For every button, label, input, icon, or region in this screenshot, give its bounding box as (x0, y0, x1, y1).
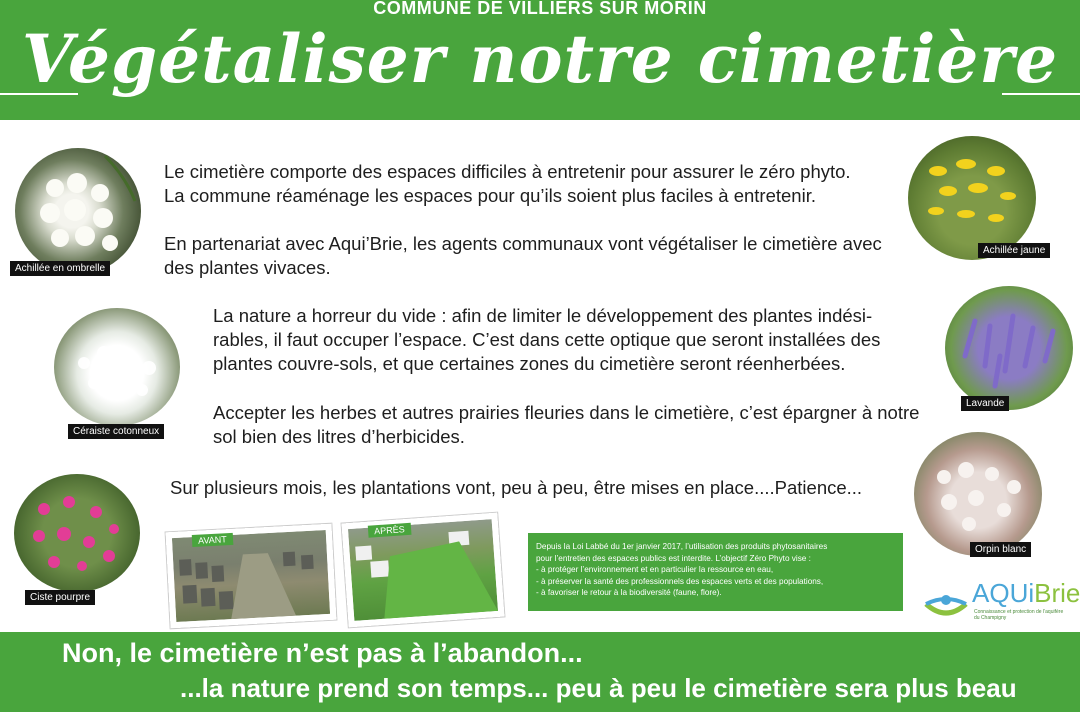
aquibrie-logo (920, 578, 1080, 628)
plant-orpin (912, 432, 1042, 560)
paragraph-3-line-2: rables, il faut occuper l’espace. C’est dans cette optique que seront installées des (213, 329, 881, 350)
achillee-ombrelle-photo (15, 148, 141, 274)
aquibrie-wordmark (972, 578, 1080, 609)
law-line-5: - à favoriser le retour à la biodiversité (faune, flore). (536, 588, 722, 597)
header-banner (0, 0, 1080, 120)
paragraph-3-line-1: La nature a horreur du vide : afin de limiter le développement des plantes indési- (213, 305, 873, 326)
ciste-photo (14, 474, 140, 592)
law-line-1: Depuis la Loi Labbé du 1er janvier 2017, l’utilisation des produits phytosanitaires (536, 542, 828, 551)
page-title: Végétaliser notre cimetière (21, 20, 1059, 98)
paragraph-2-line-1: En partenariat avec Aqui’Brie, les agents communaux vont végétaliser le cimetière avec (164, 233, 882, 254)
aquibrie-drop-icon (922, 582, 970, 626)
law-line-4: - à préserver la santé des professionnels des espaces verts et des populations, (536, 576, 824, 586)
ceraiste-photo (54, 308, 180, 426)
commune-name: COMMUNE DE VILLIERS SUR MORIN (373, 0, 707, 18)
paragraph-1-line-1: Le cimetière comporte des espaces difficiles à entretenir pour assurer le zéro phyto. (164, 161, 851, 182)
after-tag: APRÈS (368, 523, 411, 538)
aquibrie-name-b: Brie (1034, 578, 1080, 608)
plant-lavande (945, 286, 1075, 412)
plant-achillee-ombrelle (10, 148, 140, 280)
footer-line-1: Non, le cimetière n’est pas à l’abandon... (62, 638, 583, 668)
paragraph-4-line-2: sol bien des litres d’herbicides. (213, 426, 465, 447)
photo-before (166, 524, 337, 629)
footer-line-2: ...la nature prend son temps... peu à peu le cimetière sera plus beau (180, 673, 1017, 703)
plant-achillee-jaune (906, 136, 1056, 262)
law-info-box (528, 533, 903, 611)
paragraph-2 (164, 232, 882, 280)
ceraiste-label: Céraiste cotonneux (68, 424, 164, 439)
achillee-jaune-label: Achillée jaune (978, 243, 1050, 258)
lavande-label: Lavande (961, 396, 1009, 411)
aquibrie-tagline: Connaissance et protection de l’aquifère du Champigny (974, 609, 1064, 621)
ciste-label: Ciste pourpre (25, 590, 95, 605)
paragraph-5: Sur plusieurs mois, les plantations vont, peu à peu, être mises en place....Patience... (170, 477, 863, 498)
paragraph-4 (213, 401, 919, 449)
orpin-photo (914, 432, 1042, 556)
paragraph-4-line-1: Accepter les herbes et autres prairies fleuries dans le cimetière, c’est épargner à notre (213, 402, 920, 423)
orpin-label: Orpin blanc (970, 542, 1031, 557)
lavande-photo (945, 286, 1073, 410)
plant-ceraiste (52, 308, 182, 442)
plant-ciste (12, 474, 142, 608)
achillee-ombrelle-label: Achillée en ombrelle (10, 261, 110, 276)
paragraph-3 (213, 304, 880, 376)
law-line-3: - à protéger l’environnement et en particulier la ressource en eau, (536, 565, 774, 574)
paragraph-1 (164, 160, 851, 208)
photo-after (342, 513, 505, 628)
paragraph-2-line-2: des plantes vivaces. (164, 257, 331, 278)
aquibrie-name-a: AQUi (972, 578, 1035, 608)
paragraph-3-line-3: plantes couvre-sols, et que certaines zones du cimetière seront réenherbées. (213, 353, 846, 374)
paragraph-1-line-2: La commune réaménage les espaces pour qu’ils soient plus faciles à entretenir. (164, 185, 816, 206)
achillee-jaune-photo (908, 136, 1036, 260)
before-tag: AVANT (192, 533, 233, 547)
law-line-2: pour l’entretien des espaces publics est interdite. L’objectif Zéro Phyto vise : (536, 553, 811, 563)
